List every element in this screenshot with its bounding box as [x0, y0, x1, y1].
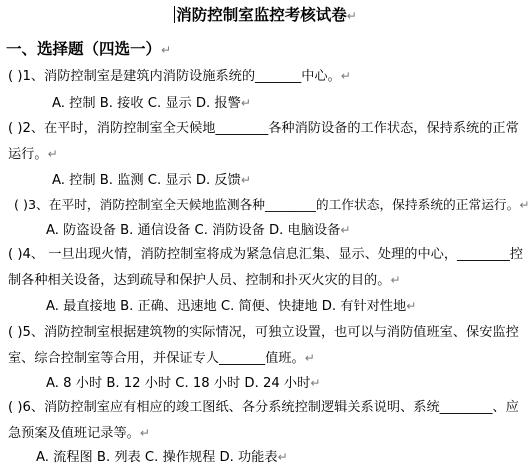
question-2-line-1 [8, 121, 519, 137]
question-1-text: ( )1、消防控制室是建筑内消防设施系统的_______中心。 [8, 69, 341, 84]
question-2-options-text: A. 控制 B. 监测 C. 显示 D. 反馈 [52, 173, 241, 188]
question-1-options [52, 95, 251, 112]
exam-title [0, 5, 531, 26]
question-6-text: ( )6、消防控制室应有相应的竣工图纸、各分系统控制逻辑关系说明、系统________、应 [8, 400, 519, 415]
question-5-line-2 [8, 350, 315, 367]
question-5-text-cont: 室、综合控制室等合用，并保证专人_______值班。 [8, 351, 305, 366]
question-2-text-cont: 运行。 [8, 147, 48, 162]
question-6-text-cont: 急预案及值班记录等。 [8, 426, 140, 441]
question-6-line-2 [8, 425, 150, 442]
question-1 [8, 68, 351, 85]
question-2-text: ( )2、在平时，消防控制室全天候地________各种消防设备的工作状态，保持系统的正常 [8, 121, 519, 136]
question-3-options-text: A. 防盗设备 B. 通信设备 C. 消防设备 D. 电脑设备 [46, 223, 341, 238]
question-4-options [46, 298, 416, 315]
paragraph-mark-icon: ↵ [277, 450, 288, 464]
paragraph-mark-icon: ↵ [340, 223, 351, 237]
paragraph-mark-icon: ↵ [390, 273, 401, 287]
paragraph-mark-icon: ↵ [139, 426, 150, 440]
paragraph-mark-icon: ↵ [406, 299, 417, 313]
question-4-line-2 [8, 272, 401, 289]
question-3-options [46, 222, 350, 239]
question-2-line-2 [8, 146, 58, 163]
question-4-options-text: A. 最直接地 B. 正确、迅速地 C. 简便、快捷地 D. 有针对性地 [46, 299, 407, 314]
section-heading [6, 39, 171, 60]
exam-title-text: 消防控制室监控考核试卷 [176, 6, 347, 24]
paragraph-mark-icon: ↵ [161, 43, 172, 57]
paragraph-mark-icon: ↵ [346, 9, 357, 23]
question-3-text: ( )3、在平时，消防控制室全天候地监测各种________的工作状态，保持系统的正常运行。 [14, 198, 520, 213]
question-3 [14, 197, 529, 214]
paragraph-mark-icon: ↵ [240, 173, 251, 187]
question-6-options-text: A. 流程图 B. 列表 C. 操作规程 D. 功能表 [36, 450, 278, 465]
paragraph-mark-icon: ↵ [519, 198, 530, 212]
question-4-text: ( )4、 一旦出现火情，消防控制室将成为紧急信息汇集、显示、处理的中心，________控 [8, 247, 523, 262]
question-6-options [36, 449, 288, 466]
paragraph-mark-icon: ↵ [310, 376, 321, 390]
question-2-options [52, 172, 251, 189]
paragraph-mark-icon: ↵ [340, 69, 351, 83]
paragraph-mark-icon: ↵ [240, 96, 251, 110]
paragraph-mark-icon: ↵ [304, 351, 315, 365]
question-6-line-1 [8, 400, 519, 416]
question-5-options-text: A. 8 小时 B. 12 小时 C. 18 小时 D. 24 小时 [46, 376, 311, 391]
question-4-line-1 [8, 247, 523, 263]
section-heading-text: 一、选择题（四选一） [6, 40, 162, 58]
question-1-options-text: A. 控制 B. 接收 C. 显示 D. 报警 [52, 96, 241, 111]
question-5-text: ( )5、消防控制室根据建筑物的实际情况，可独立设置，也可以与消防值班室、保安监控 [8, 325, 519, 340]
question-5-line-1 [8, 325, 519, 341]
question-5-options [46, 375, 320, 392]
question-4-text-cont: 制各种相关设备，达到疏导和保护人员、控制和扑灭火灾的目的。 [8, 273, 391, 288]
paragraph-mark-icon: ↵ [47, 147, 58, 161]
